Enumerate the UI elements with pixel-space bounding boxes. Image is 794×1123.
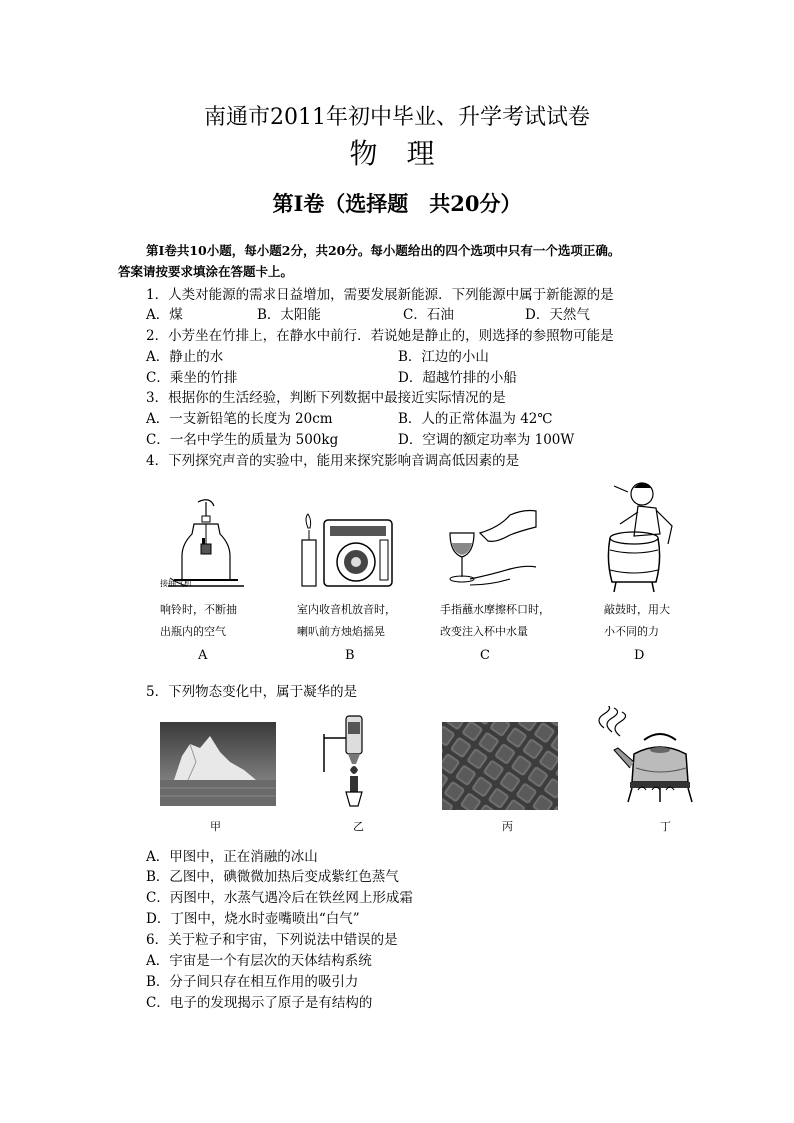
question-2-option-a: A．静止的水 — [146, 349, 224, 365]
subject-title: 物 理 — [349, 137, 445, 170]
figure-jia-caption: 甲 — [210, 820, 221, 833]
question-6-option-c: C．电子的发现揭示了原子是有结构的 — [146, 995, 373, 1011]
question-3-option-b: B．人的正常体温为 42℃ — [398, 411, 553, 427]
question-2-option-b: B．江边的小山 — [398, 349, 489, 365]
question-1-option-a: A．煤 — [146, 307, 183, 323]
kettle-figure — [590, 706, 700, 810]
figure-ding-caption: 丁 — [660, 820, 671, 833]
wine-glass-figure — [440, 505, 540, 595]
figure-d-caption-line-1: 敲鼓时，用大 — [604, 603, 670, 616]
figure-c-letter: C — [480, 648, 490, 663]
bell-jar-pump-label: 接抽气机 — [160, 579, 192, 588]
question-2-option-d: D．超越竹排的小船 — [398, 370, 517, 386]
figure-c-caption-line-2: 改变注入杯中水量 — [440, 625, 528, 638]
question-3-option-a: A．一支新铅笔的长度为 20cm — [146, 411, 333, 427]
figure-b-letter: B — [345, 648, 355, 663]
question-1-option-b: B．太阳能 — [257, 307, 321, 323]
instructions-line-2: 答案请按要求填涂在答题卡上。 — [118, 264, 294, 279]
instructions-line-1: 第Ⅰ卷共10小题，每小题2分，共20分。每小题给出的四个选项中只有一个选项正确。 — [146, 243, 621, 258]
question-1-option-c: C．石油 — [403, 307, 454, 323]
section-heading: 第Ⅰ卷（选择题 共20分） — [272, 191, 522, 216]
exam-title: 南通市2011年初中毕业、升学考试试卷 — [204, 105, 590, 130]
iceberg-figure — [160, 722, 276, 806]
figure-a-letter: A — [198, 648, 208, 663]
figure-b-caption-line-2: 喇叭前方烛焰摇晃 — [297, 625, 385, 638]
figure-bing-caption: 丙 — [502, 820, 513, 833]
figure-a-caption-line-1: 响铃时，不断抽 — [160, 603, 237, 616]
question-1-option-d: D．天然气 — [525, 307, 590, 323]
question-3-stem: 3．根据你的生活经验，判断下列数据中最接近实际情况的是 — [146, 390, 506, 406]
figure-a-caption-line-2: 出瓶内的空气 — [160, 625, 226, 638]
question-6-option-b: B．分子间只存在相互作用的吸引力 — [146, 974, 359, 990]
figure-yi-caption: 乙 — [353, 820, 364, 833]
question-4-stem: 4．下列探究声音的实验中，能用来探究影响音调高低因素的是 — [146, 453, 520, 469]
question-2-option-c: C．乘坐的竹排 — [146, 370, 238, 386]
question-6-stem: 6．关于粒子和宇宙，下列说法中错误的是 — [146, 932, 398, 948]
question-5-option-b: B．乙图中，碘微微加热后变成紫红色蒸气 — [146, 869, 399, 885]
question-3-option-d: D．空调的额定功率为 100W — [398, 432, 575, 448]
question-6-option-a: A．宇宙是一个有层次的天体结构系统 — [146, 953, 372, 969]
iodine-tube-figure — [320, 712, 380, 812]
radio-candle-figure — [294, 512, 394, 592]
question-1-stem: 1．人类对能源的需求日益增加，需要发展新能源．下列能源中属于新能源的是 — [146, 287, 614, 303]
drum-figure — [598, 478, 683, 596]
question-2-stem: 2．小芳坐在竹排上，在静水中前行．若说她是静止的，则选择的参照物可能是 — [146, 328, 614, 344]
figure-d-caption-line-2: 小不同的力 — [604, 625, 659, 638]
frost-mesh-figure — [442, 722, 558, 810]
question-5-option-d: D．丁图中，烧水时壶嘴喷出“白气” — [146, 911, 360, 927]
question-5-option-a: A．甲图中，正在消融的冰山 — [146, 849, 318, 865]
figure-d-letter: D — [634, 648, 645, 663]
question-5-option-c: C．丙图中，水蒸气遇冷后在铁丝网上形成霜 — [146, 890, 413, 906]
figure-c-caption-line-1: 手指蘸水摩擦杯口时， — [440, 603, 550, 616]
figure-b-caption-line-1: 室内收音机放音时， — [297, 603, 396, 616]
question-5-stem: 5．下列物态变化中，属于凝华的是 — [146, 684, 358, 700]
question-3-option-c: C．一名中学生的质量为 500kg — [146, 432, 339, 448]
